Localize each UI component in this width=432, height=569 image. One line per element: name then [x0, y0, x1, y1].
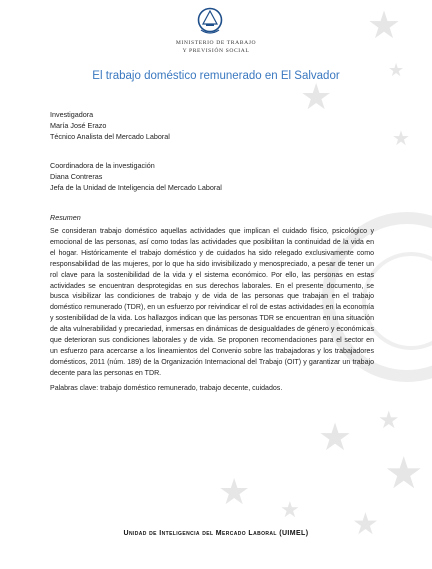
ministry-name-line1: MINISTERIO DE TRABAJO: [175, 40, 257, 46]
star-icon: ★: [280, 498, 300, 523]
researcher-block: [50, 109, 170, 142]
star-icon: ★: [318, 415, 353, 459]
star-icon: ★: [378, 406, 400, 434]
keywords: Palabras clave: trabajo doméstico remunerado, trabajo decente, cuidados.: [50, 385, 283, 392]
star-icon: ★: [352, 507, 379, 542]
researcher-name: María José Erazo: [50, 121, 107, 130]
coordinator-position: Jefa de la Unidad de Inteligencia del Mercado Laboral: [50, 183, 222, 192]
abstract-text: Se consideran trabajo doméstico aquellas actividades que implican el cuidado físico, psicológico y emocional de las personas, así como todas las actividades que posibilitan la continuidad de la vida en el hogar. Históricamente el trabajo doméstico y de cuidados ha sido relegado exclusivamente como responsabilidad de las mujeres, por lo que ha sido invisibilizado y menospreciado, a pesar de tener un rol clave para la sostenibilidad de la vida y el sistema económico. Por ello, las personas en estas actividades se encuentran desprotegidas en sus derechos laborales. En el presente documento, se busca visibilizar las condiciones de trabajo y de vida de las personas que trabajan en el trabajo doméstico remunerado (TDR), en un esfuerzo por reivindicar el rol de estas actividades en la economía y sostenibilidad de la vida. Los hallazgos indican que las personas TDR se encuentran en una situación de alta vulnerabilidad y precariedad, inmersas en dinámicas de desigualdades de género y económicas que deterioran sus condiciones laborales y de vida. Se proponen recomendaciones para el sector en un esfuerzo para acercarse a los lineamientos del Convenio sobre las trabajadoras y los trabajadores domésticos, 2011 (núm. 189) de la Organización Internacional del Trabajo (OIT) y garantizar un trabajo decente para las personas en TDR.: [50, 228, 374, 377]
footer-unit-name: Unidad de Inteligencia del Mercado Laboral (UIMEL): [123, 530, 309, 537]
abstract-heading: Resumen: [50, 213, 81, 222]
document-title: El trabajo doméstico remunerado en El Salvador: [92, 70, 340, 82]
star-icon: ★: [300, 77, 333, 118]
star-icon: ★: [392, 126, 410, 150]
coordinator-role: Coordinadora de la investigación: [50, 161, 155, 170]
coordinator-name: Diana Contreras: [50, 172, 103, 181]
coat-of-arms-icon: [197, 6, 223, 36]
ministry-name-line2: Y PREVISIÓN SOCIAL: [182, 48, 250, 54]
star-icon: ★: [367, 3, 402, 47]
star-icon: ★: [384, 448, 424, 499]
star-icon: ★: [218, 472, 251, 513]
researcher-position: Técnico Analista del Mercado Laboral: [50, 132, 170, 141]
star-icon: ★: [388, 60, 405, 81]
coordinator-block: [50, 160, 222, 193]
researcher-role: Investigadora: [50, 110, 94, 119]
